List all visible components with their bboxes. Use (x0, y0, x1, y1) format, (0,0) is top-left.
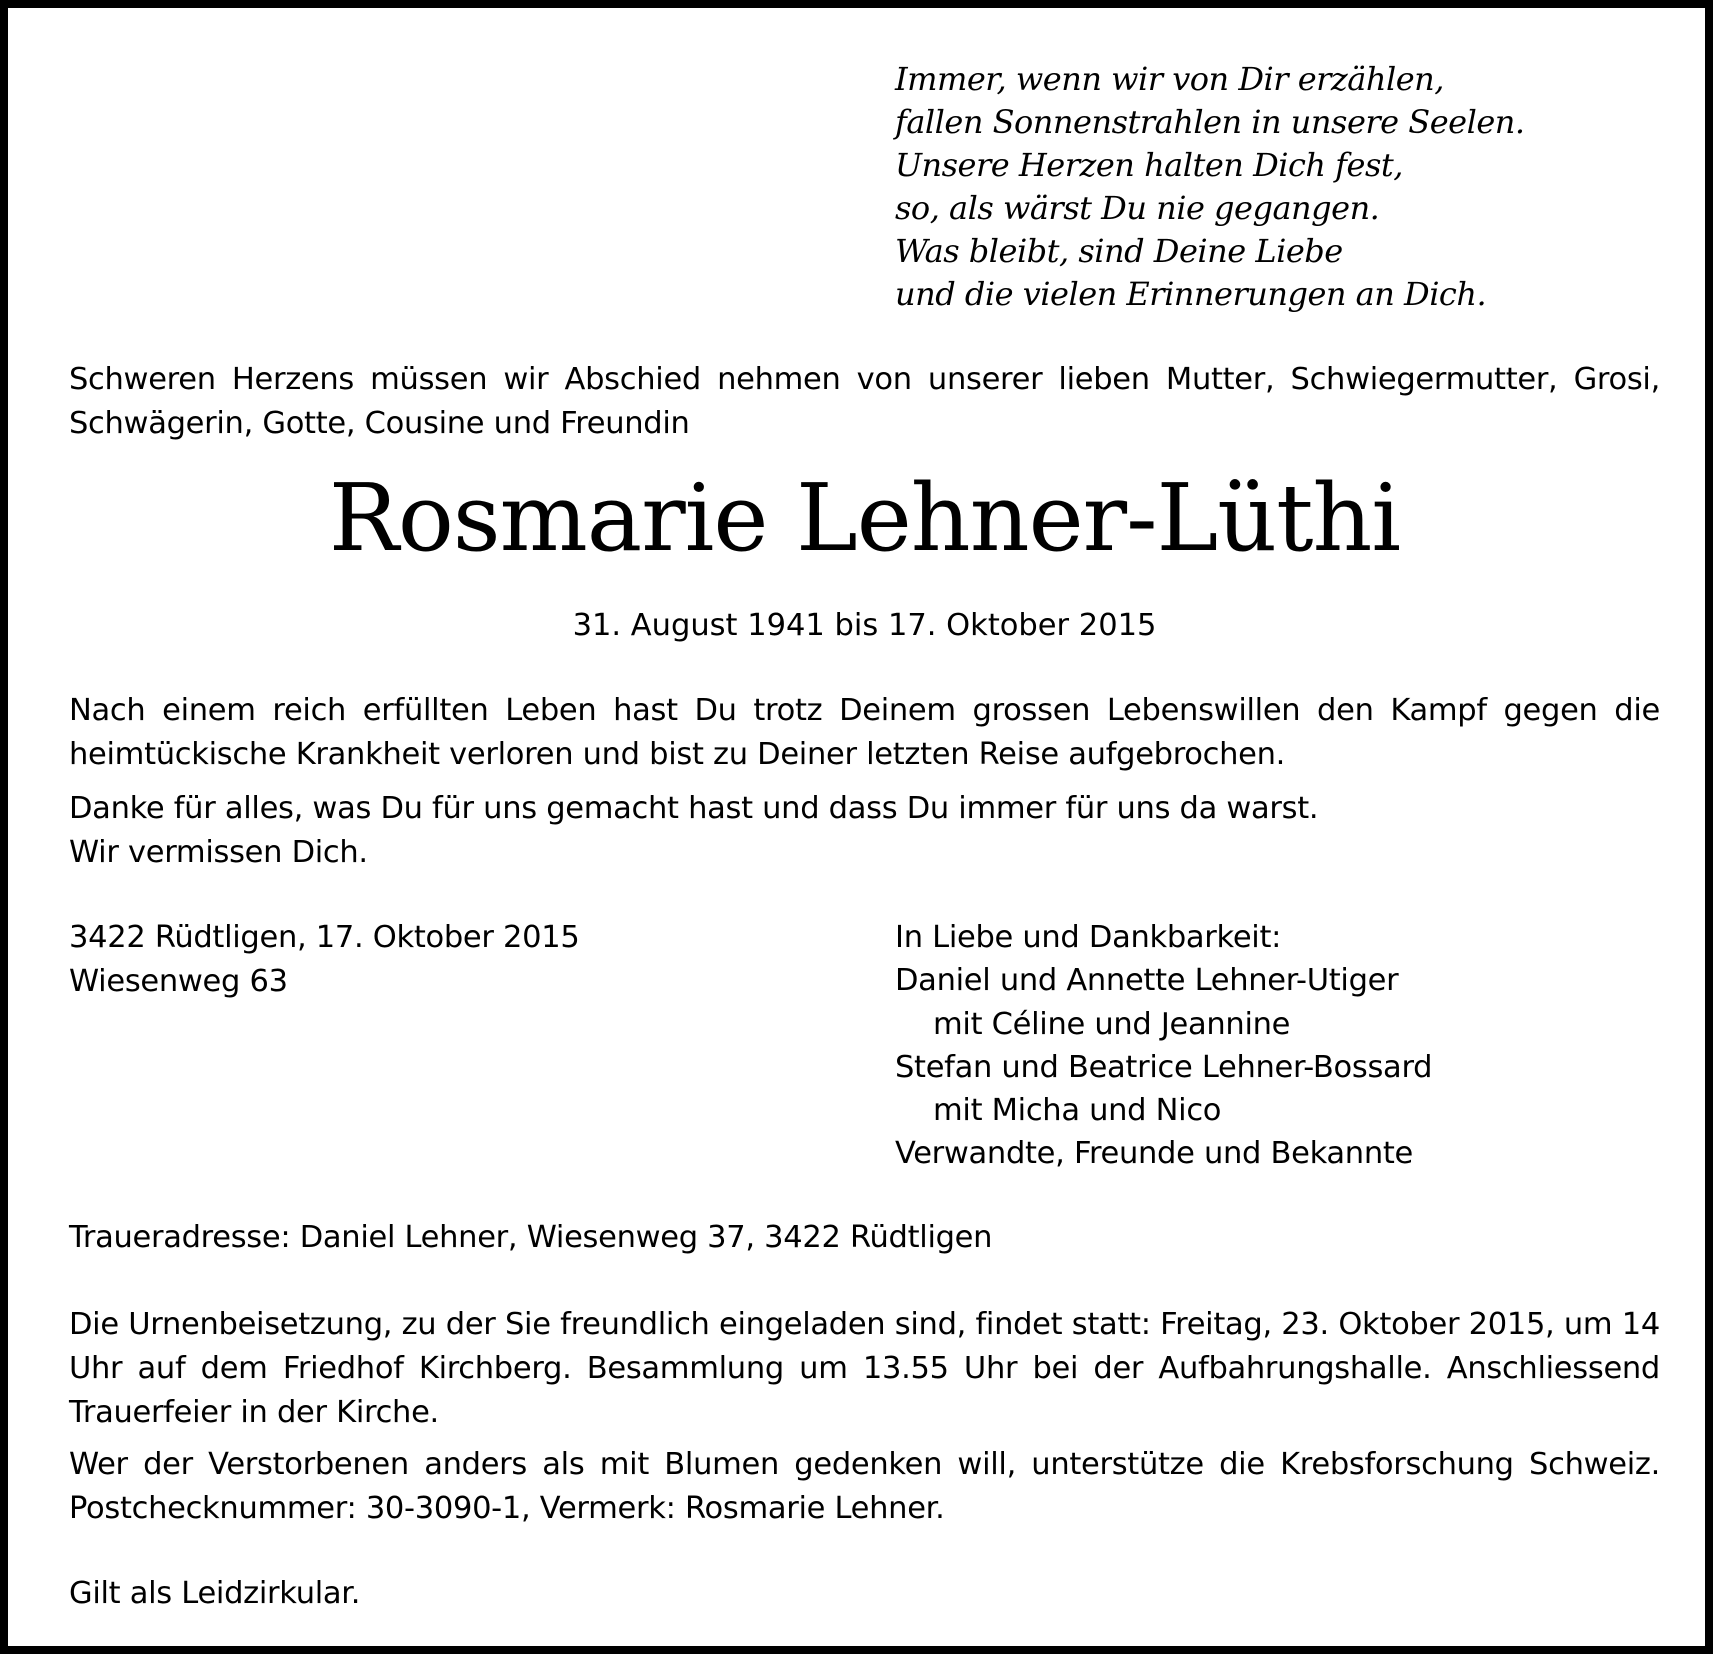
place-and-date (69, 916, 769, 1004)
deceased-name: Rosmarie Lehner-Lüthi (328, 464, 1401, 572)
memorial-poem (895, 58, 1525, 316)
thanks-line: Danke für alles, was Du für uns gemacht hast und dass Du immer für uns da warst. (69, 791, 1319, 826)
mourning-address: Traueradresse: Daniel Lehner, Wiesenweg 37, 3422 Rüdtligen (69, 1220, 993, 1255)
donation-line: Wer der Verstorbenen anders als mit Blumen gedenken will, unterstütze die Krebsforschung Schweiz. (69, 1447, 1660, 1482)
poem-line: so, als wärst Du nie gegangen. (895, 189, 1380, 227)
family-member: Daniel und Annette Lehner-Utiger (895, 963, 1399, 999)
poem-line: Immer, wenn wir von Dir erzählen, (895, 60, 1444, 98)
family-member: Verwandte, Freunde und Bekannte (895, 1136, 1413, 1172)
street-line: Wiesenweg 63 (69, 964, 288, 999)
intro-text: Schweren Herzens müssen wir Abschied nehmen von unserer lieben Mutter, Schwiegermutter, Grosi, Schwägerin, Gotte, Cousine und Freundin (69, 362, 1660, 441)
place-date-line: 3422 Rüdtligen, 17. Oktober 2015 (69, 920, 580, 955)
family-member: mit Micha und Nico (933, 1093, 1222, 1129)
poem-line: und die vielen Erinnerungen an Dich. (895, 275, 1487, 313)
poem-line: fallen Sonnenstrahlen in unsere Seelen. (895, 103, 1525, 141)
donation-notice (69, 1443, 1660, 1531)
postcheck-line: Postchecknummer: 30-3090-1, Vermerk: Rosmarie Lehner. (69, 1491, 945, 1526)
family-member: Stefan und Beatrice Lehner-Bossard (895, 1049, 1433, 1085)
life-dates: 31. August 1941 bis 17. Oktober 2015 (572, 608, 1157, 643)
family-member: mit Céline und Jeannine (933, 1006, 1291, 1042)
tribute-paragraph: Nach einem reich erfüllten Leben hast Du trotz Deinem grossen Lebenswillen den Kampf gegen die heimtückische Krankheit verloren und bist zu Deiner letzten Reise aufgebrochen. (69, 693, 1660, 772)
miss-you-line: Wir vermissen Dich. (69, 835, 368, 870)
family-list (895, 916, 1432, 1176)
poem-line: Unsere Herzen halten Dich fest, (895, 146, 1403, 184)
circular-note: Gilt als Leidzirkular. (69, 1576, 361, 1611)
burial-notice: Die Urnenbeisetzung, zu der Sie freundlich eingeladen sind, findet statt: Freitag, 23. Oktober 2015, um 14 Uhr auf dem Friedhof Kirchberg. Besammlung um 13.55 Uhr bei der Aufbahrungshalle. Anschliessend Trauerfeier in der Kirche. (69, 1307, 1660, 1430)
thanks-paragraph (69, 787, 1660, 875)
family-heading: In Liebe und Dankbarkeit: (895, 920, 1282, 955)
poem-line: Was bleibt, sind Deine Liebe (895, 232, 1343, 270)
